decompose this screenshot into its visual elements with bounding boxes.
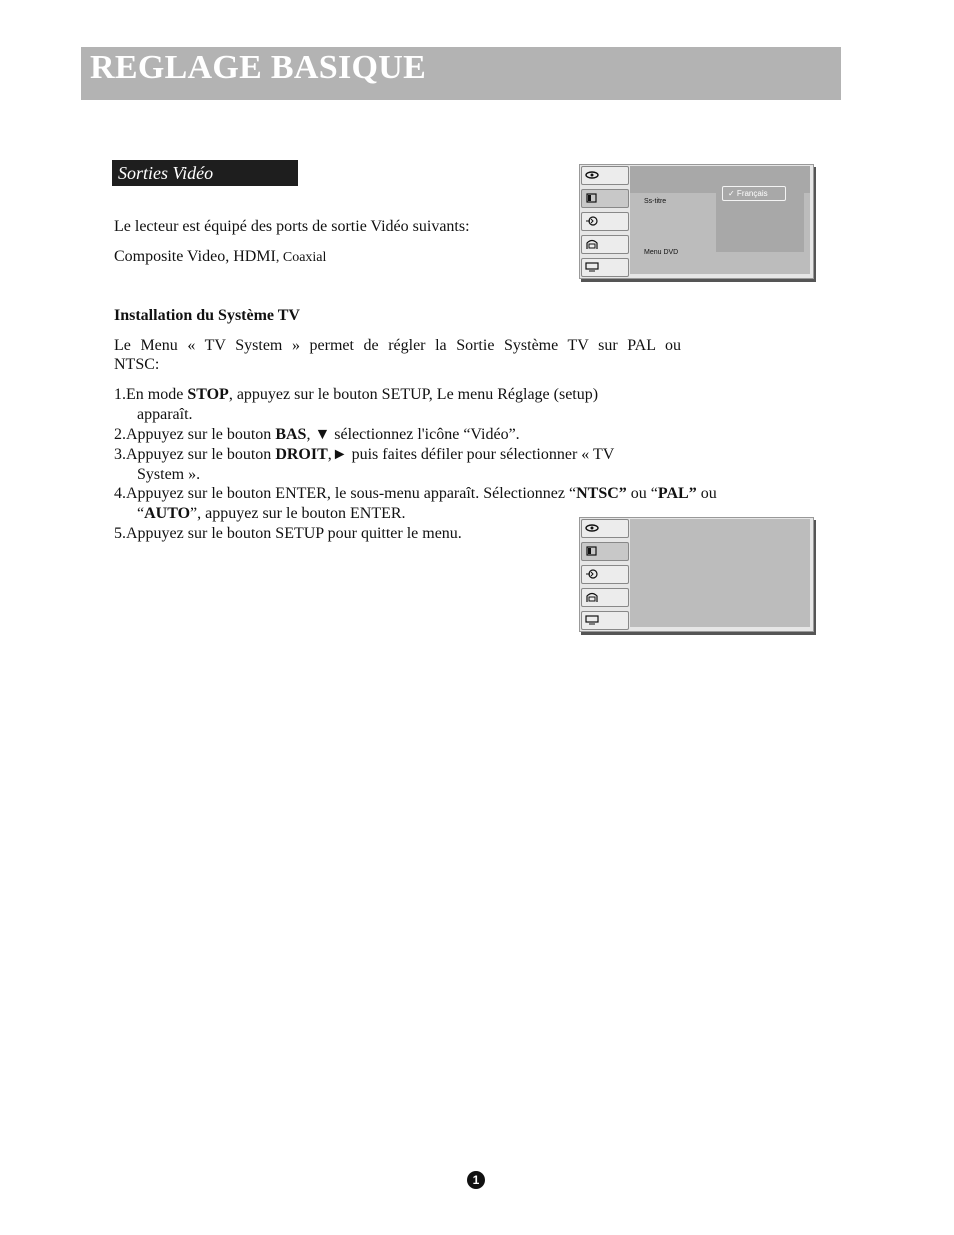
menu-tabs [580, 165, 629, 278]
menu-tabs [580, 518, 629, 631]
page-title: REGLAGE BASIQUE [90, 49, 427, 86]
setup-menu-video [579, 517, 814, 632]
menu-panel [630, 519, 810, 627]
tab-general-icon [581, 166, 629, 185]
page-number: 1 [467, 1171, 485, 1189]
header-banner [81, 47, 841, 100]
tab-setup-icon [581, 258, 629, 277]
step-3-cont: System ». [137, 466, 201, 483]
menu-subpanel [716, 170, 804, 252]
section-label: Sorties Vidéo [112, 160, 298, 186]
tab-general-icon [581, 519, 629, 538]
tab-video-icon [581, 542, 629, 561]
option-francais: ✓ Français [722, 186, 786, 201]
tab-audio-icon [581, 212, 629, 231]
tab-parental-icon [581, 588, 629, 607]
intro-line: Le lecteur est équipé des ports de sortie Vidéo suivants: [114, 218, 470, 235]
step-4: 4.Appuyez sur le bouton ENTER, le sous-menu apparaît. Sélectionnez “NTSC” ou “PAL” ou [114, 485, 717, 502]
tab-setup-icon [581, 611, 629, 630]
menu-label-dvd-menu: Menu DVD [644, 249, 679, 256]
ports-line: Composite Video, HDMI, Coaxial [114, 248, 327, 265]
menu-panel [630, 166, 810, 274]
menu-label-subtitle: Ss-titre [644, 198, 667, 205]
step-1-cont: apparaît. [137, 406, 193, 423]
step-1: 1.En mode STOP, appuyez sur le bouton SETUP, Le menu Réglage (setup) [114, 386, 599, 403]
step-3: 3.Appuyez sur le bouton DROIT,► puis faites défiler pour sélectionner « TV [114, 446, 615, 463]
step-5: 5.Appuyez sur le bouton SETUP pour quitter le menu. [114, 525, 462, 542]
tv-install-desc-2: NTSC: [114, 356, 160, 373]
step-4-cont: “AUTO”, appuyez sur le bouton ENTER. [137, 505, 406, 522]
tv-install-desc-1: Le Menu « TV System » permet de régler la Sortie Système TV sur PAL ou [114, 337, 681, 354]
step-2: 2.Appuyez sur le bouton BAS, ▼ sélectionnez l'icône “Vidéo”. [114, 426, 520, 443]
tab-video-icon [581, 189, 629, 208]
tab-audio-icon [581, 565, 629, 584]
tv-install-heading: Installation du Système TV [114, 307, 300, 324]
tab-parental-icon [581, 235, 629, 254]
setup-menu-language [579, 164, 814, 279]
